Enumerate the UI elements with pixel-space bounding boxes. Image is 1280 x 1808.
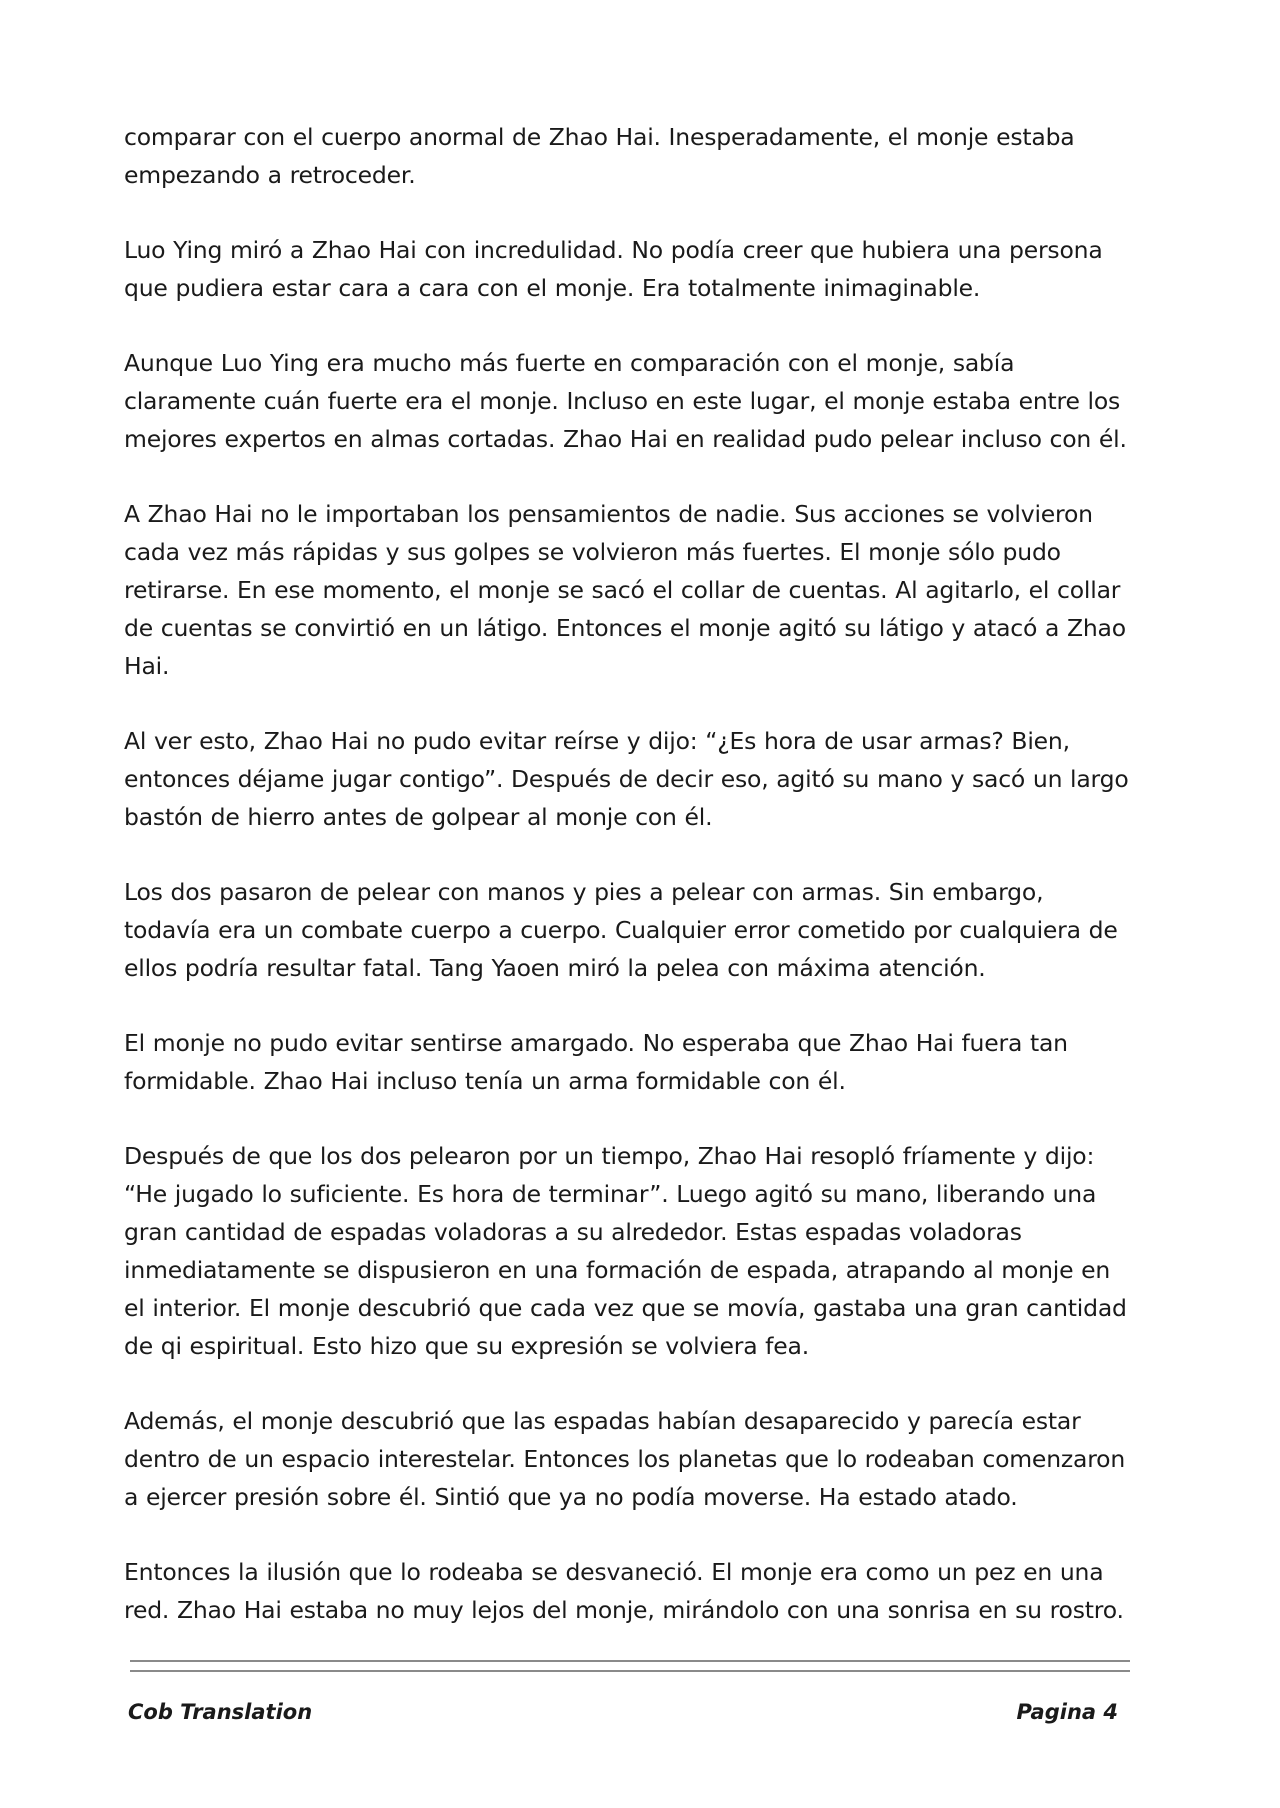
- paragraph: Entonces la ilusión que lo rodeaba se desvaneció. El monje era como un pez en una red. Zhao Hai estaba no muy lejos del monje, mirándolo con una sonrisa en su rostro.: [124, 1558, 1124, 1624]
- footer-page-number: Pagina 4: [1016, 1700, 1118, 1724]
- footer-publisher: Cob Translation: [128, 1700, 313, 1724]
- paragraph: Aunque Luo Ying era mucho más fuerte en comparación con el monje, sabía claramente cuán fuerte era el monje. Incluso en este lugar, el monje estaba entre los mejores expertos en almas cortadas. Zhao Hai en realidad pudo pelear incluso con él.: [124, 349, 1127, 453]
- paragraph: El monje no pudo evitar sentirse amargado. No esperaba que Zhao Hai fuera tan formidable. Zhao Hai incluso tenía un arma formidable con él.: [124, 1029, 1068, 1095]
- paragraph: Después de que los dos pelearon por un tiempo, Zhao Hai resopló fríamente y dijo: “He jugado lo suficiente. Es hora de terminar”. Luego agitó su mano, liberando una gran cantidad de espadas voladoras a su alrededor. Estas espadas voladoras inmediatamente se dispusieron en una formación de espada, atrapando al monje en el interior. El monje descubrió que cada vez que se movía, gastaba una gran cantidad de qi espiritual. Esto hizo que su expresión se volviera fea.: [124, 1142, 1127, 1360]
- paragraph: Además, el monje descubrió que las espadas habían desaparecido y parecía estar dentro de un espacio interestelar. Entonces los planetas que lo rodeaban comenzaron a ejercer presión sobre él. Sintió que ya no podía moverse. Ha estado atado.: [124, 1407, 1126, 1511]
- paragraph: Luo Ying miró a Zhao Hai con incredulidad. No podía creer que hubiera una persona que pudiera estar cara a cara con el monje. Era totalmente inimaginable.: [124, 236, 1103, 302]
- paragraph: comparar con el cuerpo anormal de Zhao Hai. Inesperadamente, el monje estaba empezando a retroceder.: [124, 123, 1075, 189]
- paragraph: Al ver esto, Zhao Hai no pudo evitar reírse y dijo: “¿Es hora de usar armas? Bien, entonces déjame jugar contigo”. Después de decir eso, agitó su mano y sacó un largo bastón de hierro antes de golpear al monje con él.: [124, 727, 1129, 831]
- footer-divider: [130, 1660, 1130, 1662]
- page-body: [124, 118, 1134, 1666]
- paragraph: Los dos pasaron de pelear con manos y pies a pelear con armas. Sin embargo, todavía era un combate cuerpo a cuerpo. Cualquier error cometido por cualquiera de ellos podría resultar fatal. Tang Yaoen miró la pelea con máxima atención.: [124, 878, 1118, 982]
- paragraph: A Zhao Hai no le importaban los pensamientos de nadie. Sus acciones se volvieron cada vez más rápidas y sus golpes se volvieron más fuertes. El monje sólo pudo retirarse. En ese momento, el monje se sacó el collar de cuentas. Al agitarlo, el collar de cuentas se convirtió en un látigo. Entonces el monje agitó su látigo y atacó a Zhao Hai.: [124, 500, 1126, 680]
- footer-divider: [130, 1670, 1130, 1672]
